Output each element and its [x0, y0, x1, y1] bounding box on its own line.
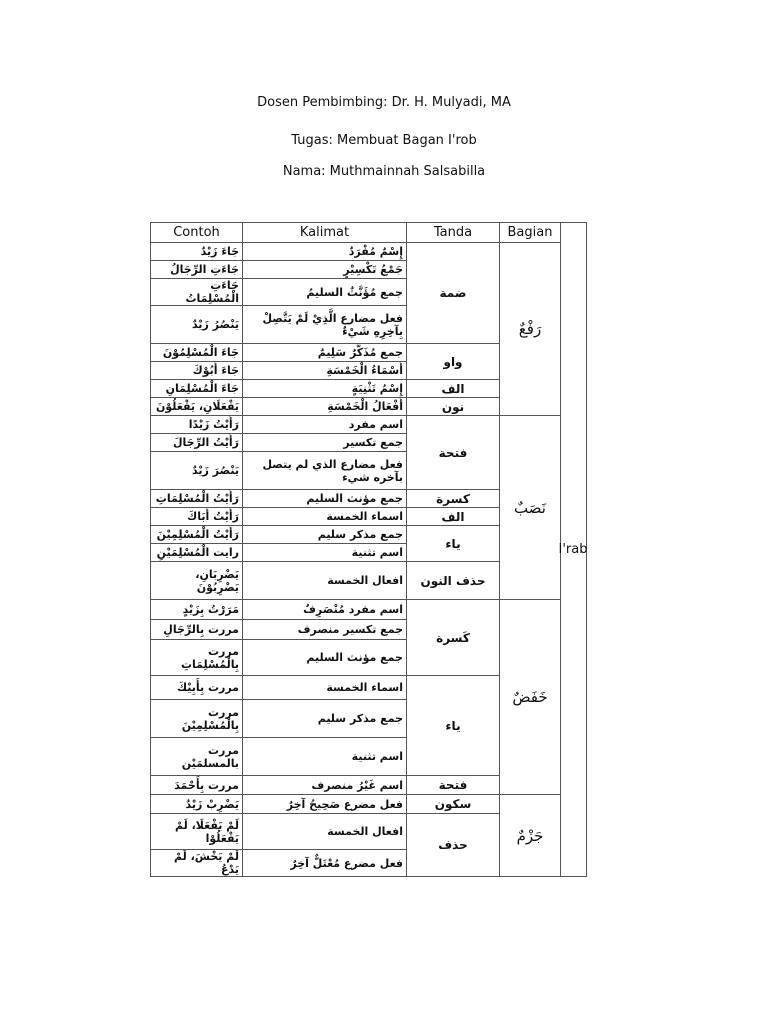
kalimat-cell: فعل مضرع مُعْتَلٌّ آخِرٌ: [243, 850, 407, 877]
example-cell: لَمْ يَخْشَ، لَمْ يَدْعُ: [151, 850, 243, 877]
kalimat-cell: جمع مُؤَنَّثٌ السليمُ: [243, 279, 407, 306]
bagian-cell-jazm: جَزْمٌ: [500, 795, 561, 877]
table-row: [151, 508, 561, 526]
table-header-row: [151, 223, 561, 243]
bagian-cell-khafadh: خَفَضٌ: [500, 600, 561, 795]
column-header-tanda: Tanda: [407, 223, 500, 243]
kalimat-cell: جمع مذكر سليم: [243, 700, 407, 738]
example-cell: جَاءَتِ الْمُسْلِمَاتُ: [151, 279, 243, 306]
bagian-cell-nashab: نَصَبٌ: [500, 416, 561, 600]
student-name-line: Nama: Muthmainnah Salsabilla: [282, 164, 486, 179]
kalimat-cell: أَسْمَاءُ الْخَمْسَةِ: [243, 362, 407, 380]
example-cell: مررت بِأَبِيْكَ: [151, 676, 243, 700]
example-cell: جَاءَتِ الرِّجَالُ: [151, 261, 243, 279]
table-row: [151, 380, 561, 398]
example-cell: رَأَيْتُ زَيْدًا: [151, 416, 243, 434]
kalimat-cell: جمع مؤنث السليم: [243, 490, 407, 508]
tanda-cell: كسرة: [407, 490, 500, 508]
kalimat-cell: إِسْمُ تَثْنِيَةٍ: [243, 380, 407, 398]
tanda-cell: سكون: [407, 795, 500, 814]
kalimat-cell: جمع مؤنث السليم: [243, 640, 407, 676]
example-cell: رَأَيْتُ الْمُسْلِمَاتِ: [151, 490, 243, 508]
table-row: [151, 600, 561, 620]
kalimat-cell: إِسْمٌ مُفْرَدٌ: [243, 243, 407, 261]
tanda-cell: واو: [407, 344, 500, 380]
example-cell: جَاءَ زَيْدٌ: [151, 243, 243, 261]
table-row: [151, 344, 561, 362]
table-row: [151, 676, 561, 700]
irab-label-cell: I'rab: [560, 222, 587, 877]
table-row: [151, 526, 561, 544]
example-cell: يَضْرِبَانِ، يَضْرِبُوْنَ: [151, 562, 243, 600]
table-row: [151, 776, 561, 795]
irab-chart-table: [150, 222, 561, 877]
kalimat-cell: اسم تثنية: [243, 738, 407, 776]
tanda-cell: فتحة: [407, 776, 500, 795]
lecturer-line: Dosen Pembimbing: Dr. H. Mulyadi, MA: [257, 95, 511, 110]
kalimat-cell: اسم غَيْرُ منصرف: [243, 776, 407, 795]
kalimat-cell: افعال الخمسة: [243, 562, 407, 600]
example-cell: رَأَيْتُ الرِّجَالَ: [151, 434, 243, 452]
tanda-cell: حذف النون: [407, 562, 500, 600]
example-cell: رَأَيْتُ أَبَاكَ: [151, 508, 243, 526]
kalimat-cell: اسماء الخمسة: [243, 508, 407, 526]
example-cell: مررت بِالْمُسْلِمَاتِ: [151, 640, 243, 676]
table-row: [151, 416, 561, 434]
tanda-cell: ياء: [407, 676, 500, 776]
example-cell: جَاءَ الْمُسْلِمُوْنَ: [151, 344, 243, 362]
example-cell: يَنْصُرَ زَيْدٌ: [151, 452, 243, 490]
kalimat-cell: اسم مفرد: [243, 416, 407, 434]
example-cell: رَأَيْتُ الْمُسْلِمِيْنَ: [151, 526, 243, 544]
example-cell: يَضْرِبْ زَيْدٌ: [151, 795, 243, 814]
kalimat-cell: أَفْعَالُ الْخَمْسَةِ: [243, 398, 407, 416]
example-cell: جَاءَ الْمُسْلِمَانِ: [151, 380, 243, 398]
example-cell: مررت بِالرِّجَالِ: [151, 620, 243, 640]
example-cell: لَمْ يَفْعَلَا، لَمْ يَفْعَلُوْا: [151, 814, 243, 850]
table-row: [151, 398, 561, 416]
example-cell: جَاءَ أَبُوْكَ: [151, 362, 243, 380]
tanda-cell: ياء: [407, 526, 500, 562]
tanda-cell: الف: [407, 380, 500, 398]
example-cell: يَنْصُرُ زَيْدٌ: [151, 306, 243, 344]
column-header-kalimat: Kalimat: [243, 223, 407, 243]
kalimat-cell: جمع مُذَكَّرٌ سَلِيمٌ: [243, 344, 407, 362]
kalimat-cell: اسم مفرد مُنْصَرِفٌ: [243, 600, 407, 620]
kalimat-cell: اسماء الخمسة: [243, 676, 407, 700]
kalimat-cell: فعل مضرع صَحِيحُ آخِرٌ: [243, 795, 407, 814]
table-row: [151, 795, 561, 814]
tanda-cell: كَسرة: [407, 600, 500, 676]
column-header-contoh: Contoh: [151, 223, 243, 243]
column-header-bagian: Bagian: [500, 223, 561, 243]
tanda-cell: حذف: [407, 814, 500, 877]
table-row: [151, 562, 561, 600]
kalimat-cell: جمع تكسير منصرف: [243, 620, 407, 640]
example-cell: مَرَرْتُ بِزَيْدٍ: [151, 600, 243, 620]
kalimat-cell: فعل مضارع الَّذِيْ لَمْ يَتَّصِلْ بِآخِرِهِ شَيْءٌ: [243, 306, 407, 344]
kalimat-cell: جمع تكسير: [243, 434, 407, 452]
kalimat-cell: جَمْعُ تَكْسِيْرٍ: [243, 261, 407, 279]
bagian-cell-rafa: رَفْعٌ: [500, 243, 561, 416]
example-cell: مررت بِأَحْمَدَ: [151, 776, 243, 795]
tanda-cell: ضمة: [407, 243, 500, 344]
assignment-line: Tugas: Membuat Bagan I'rob: [291, 133, 477, 148]
example-cell: رايت الْمُسْلِمَيْنِ: [151, 544, 243, 562]
example-cell: يَفْعَلَانِ، يَفْعَلُوْنَ: [151, 398, 243, 416]
kalimat-cell: اسم تثنية: [243, 544, 407, 562]
tanda-cell: الف: [407, 508, 500, 526]
tanda-cell: فتحة: [407, 416, 500, 490]
table-row: [151, 243, 561, 261]
example-cell: مررت بِالْمُسْلِمِيْنَ: [151, 700, 243, 738]
kalimat-cell: فعل مضارع الذي لم يتصل بآخره شيء: [243, 452, 407, 490]
table-row: [151, 490, 561, 508]
kalimat-cell: جمع مذكر سليم: [243, 526, 407, 544]
example-cell: مررت بالمسلمَيْن: [151, 738, 243, 776]
table-row: [151, 814, 561, 850]
kalimat-cell: افعال الخمسة: [243, 814, 407, 850]
tanda-cell: نون: [407, 398, 500, 416]
